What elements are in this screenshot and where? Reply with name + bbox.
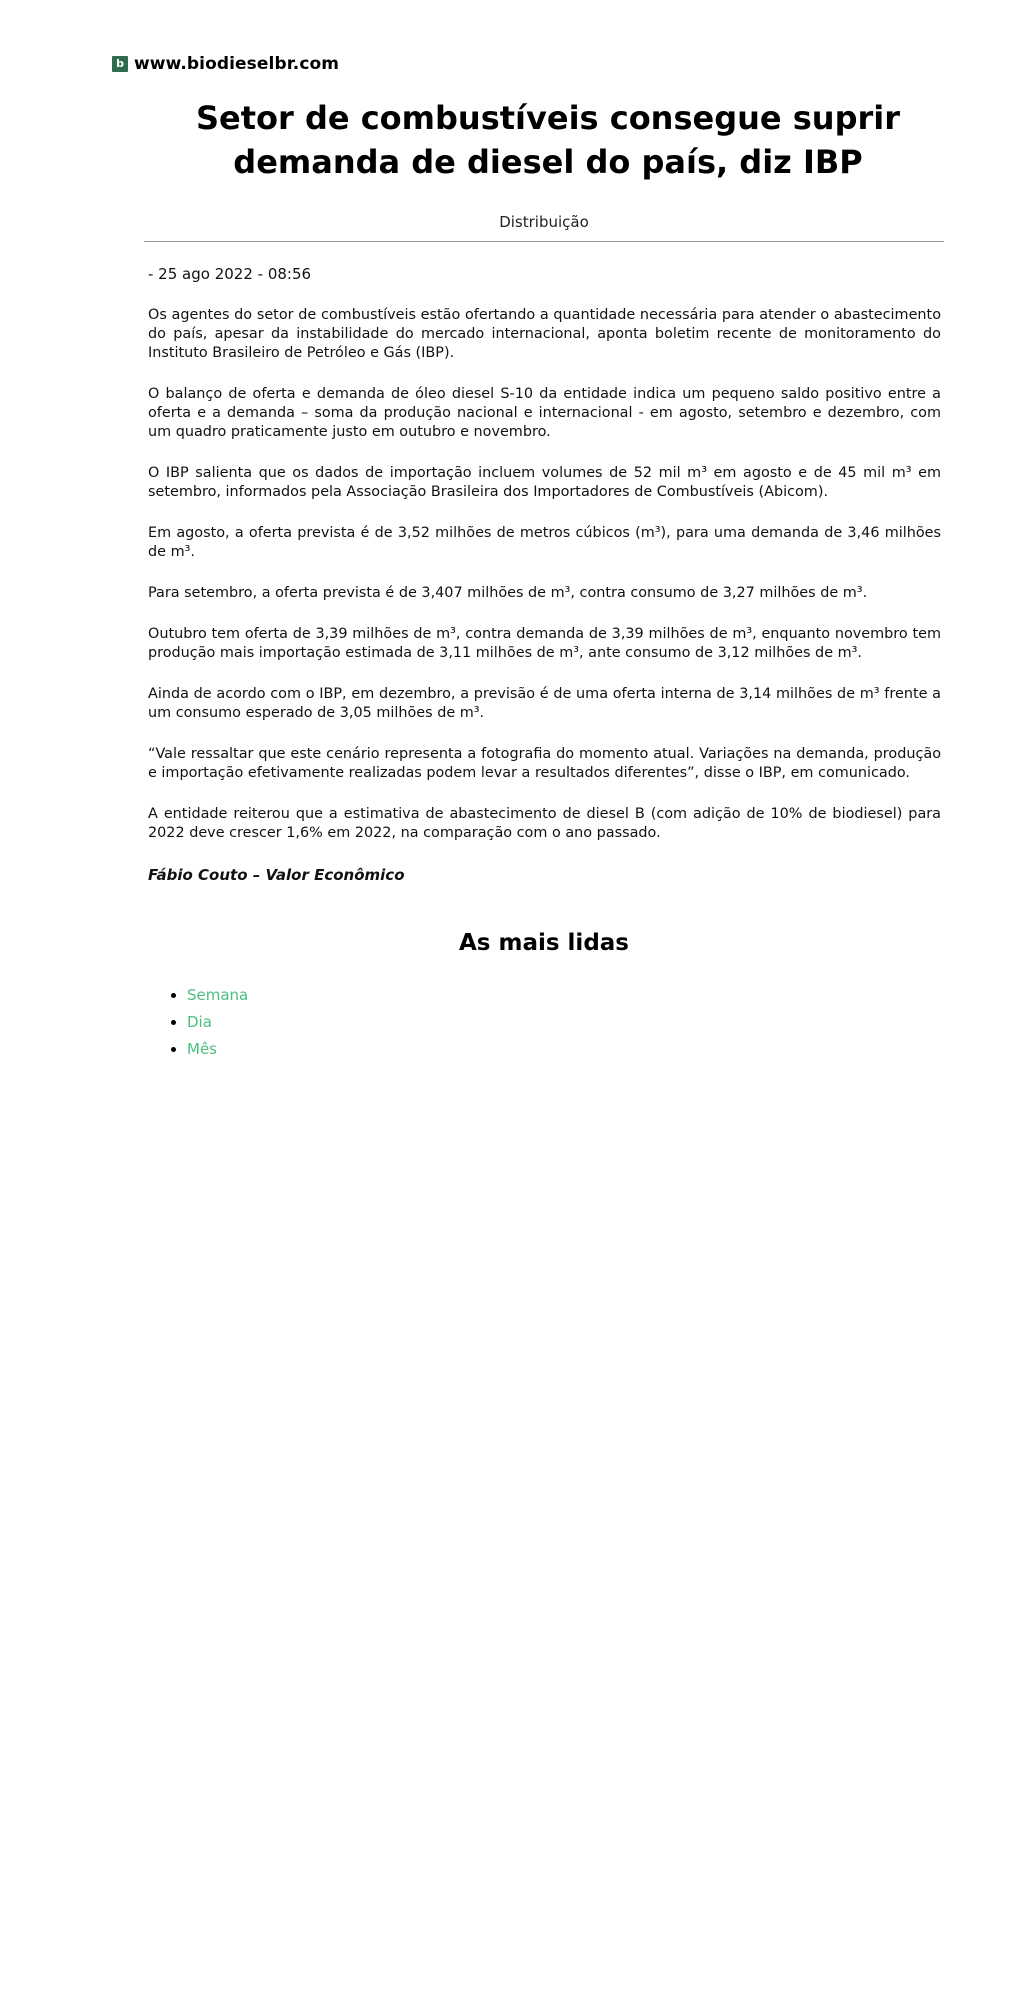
article-paragraph-1: Os agentes do setor de combustíveis estão ofertando a quantidade necessária para atender o abastecimento do país, apesar da instabilidade do mercado internacional, aponta boletim recente de monitoramento do Instituto Brasileiro de Petróleo e Gás (IBP). (148, 307, 941, 361)
biodieselbr-logo-icon: b (112, 56, 128, 72)
article-paragraph-6: Outubro tem oferta de 3,39 milhões de m³, contra demanda de 3,39 milhões de m³, enquanto novembro tem produção mais importação estimada de 3,11 milhões de m³, ante consumo de 3,12 milhões de m³. (148, 626, 941, 661)
article-title: Setor de combustíveis consegue suprir demanda de diesel do país, diz IBP (196, 99, 900, 181)
most-read-link-week[interactable]: Semana (187, 986, 249, 1004)
article-category: Distribuição (499, 213, 589, 231)
article-paragraph-9: A entidade reiterou que a estimativa de abastecimento de diesel B (com adição de 10% de biodiesel) para 2022 deve crescer 1,6% em 2022, na comparação com o ano passado. (148, 806, 941, 841)
article-author: Fábio Couto – Valor Econômico (148, 866, 405, 884)
most-read-heading: As mais lidas (458, 930, 629, 956)
most-read-link-month[interactable]: Mês (187, 1040, 217, 1058)
most-read-link-day[interactable]: Dia (187, 1013, 212, 1031)
article-date: - 25 ago 2022 - 08:56 (148, 265, 312, 283)
most-read-item (187, 982, 248, 1009)
article-body (148, 264, 941, 885)
article-paragraph-5: Para setembro, a oferta prevista é de 3,407 milhões de m³, contra consumo de 3,27 milhões de m³. (148, 585, 868, 601)
article-paragraph-4: Em agosto, a oferta prevista é de 3,52 milhões de metros cúbicos (m³), para uma demanda de 3,46 milhões de m³. (148, 525, 941, 560)
article-paragraph-2: O balanço de oferta e demanda de óleo diesel S-10 da entidade indica um pequeno saldo positivo entre a oferta e a demanda – soma da produção nacional e internacional - em agosto, setembro e dezembro, com um quadro praticamente justo em outubro e novembro. (148, 386, 941, 440)
most-read-item (187, 1036, 248, 1063)
most-read-item (187, 1009, 248, 1036)
site-logo-link[interactable] (112, 53, 339, 75)
article-paragraph-7: Ainda de acordo com o IBP, em dezembro, a previsão é de uma oferta interna de 3,14 milhões de m³ frente a um consumo esperado de 3,05 milhões de m³. (148, 686, 941, 721)
most-read-list (146, 982, 248, 1063)
article-paragraph-8: “Vale ressaltar que este cenário representa a fotografia do momento atual. Variações na demanda, produção e importação efetivamente realizadas podem levar a resultados diferentes”, disse o IBP, em comunicado. (148, 746, 941, 781)
category-divider (144, 241, 944, 242)
article-paragraph-3: O IBP salienta que os dados de importação incluem volumes de 52 mil m³ em agosto e de 45 mil m³ em setembro, informados pela Associação Brasileira dos Importadores de Combustíveis (Abicom). (148, 465, 941, 500)
site-name: www.biodieselbr.com (134, 54, 340, 74)
